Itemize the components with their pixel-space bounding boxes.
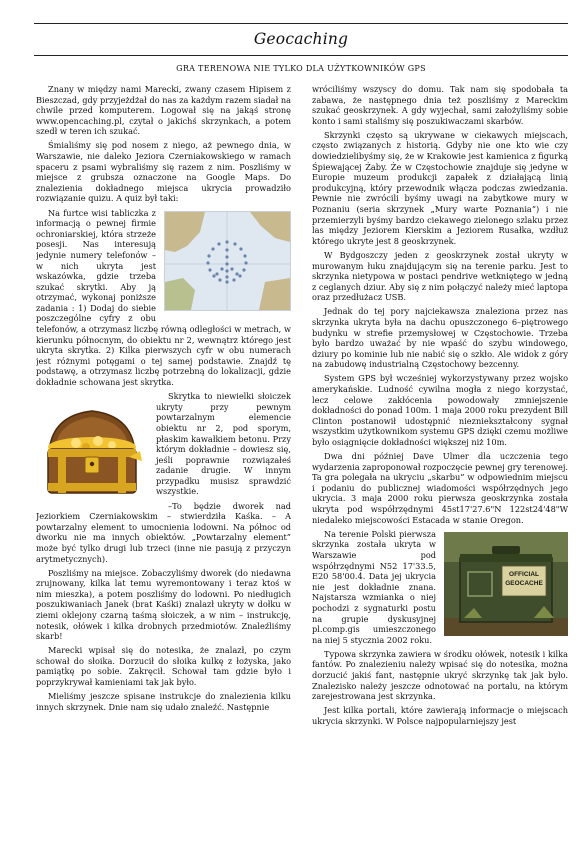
ammo-box-icon <box>444 532 568 636</box>
title-rule <box>34 55 568 56</box>
paragraph: Jest kilka portali, które zawierają informacje o miejscach ukrycia skrzynki. W Polsce najpopularniejszy jest <box>312 705 568 726</box>
paragraph: Śmialiśmy się pod nosem z niego, aż pewnego dnia, w Warszawie, nie daleko Jeziora Czerniakowskiego w ramach spaceru z psami wybraliśmy się razem z nim. Poszliśmy w miejsce z grubsza oznaczone na Google Maps. Do znalezienia dokładnego miejsca ukrycia prowadziło rozwiązanie quizu. A quiz był taki: <box>36 140 291 204</box>
left-column <box>36 84 291 836</box>
paragraph: Jednak do tej pory najciekawsza znaleziona przez nas skrzynka ukryta była na dachu opuszczonego 6–piętrowego budynku w strefie przemysłowej w Częstochowie. Trzeba było bardzo uważać by nie wpaść do szybu windowego, dziury po kominie lub nie nabić się o szkło. Ale widok z góry na zabudowę industrialną Częstochowy bezcenny. <box>312 306 568 370</box>
paragraph: Znany w między nami Marecki, zwany czasem Hipisem z Bieszczad, gdy przyjeżdżał do nas za każdym razem siadał na chwile przed komputerem. Logował się na jakąś stronę www.opencaching.pl, czytał o jakichś skrzynkach, a potem szedł w teren ich szukać. <box>36 84 291 137</box>
article-subtitle: GRA TERENOWA NIE TYLKO DLA UŻYTKOWNIKÓW GPS <box>176 64 426 73</box>
map-peace-sign-icon <box>164 211 291 311</box>
ammo-label-line2: GEOCACHE <box>505 579 543 587</box>
paragraph: Na terenie Polski pierwsza skrzynka została ukryta w Warszawie pod współrzędnymi N52 17'33.5, E20 58'00.4. Data jej ukrycia nie jest dokładnie znana. Najstarsza wzmianka o niej pochodzi z sygnaturki postu na grupie dyskusyjnej pl.comp.gis umieszczonego na niej 5 stycznia 2002 roku. <box>312 528 436 645</box>
paragraph: Typowa skrzynka zawiera w środku ołówek, notesik i kilka fantów. Po znalezieniu należy wpisać się do notesika, można dorzucić jakiś fant, następnie ukryć skrzynkę tak jak było. Znalezisko należy jeszcze odnotować na portalu, na którym zarejestrowana jest skrzynka. <box>312 648 568 702</box>
paragraph: Skrytka to niewielki słoiczek ukryty przy pewnym powtarzalnym elemencie obiektu nr 2, pod sporym, płaskim kawałkiem betonu. Przy którym dokładnie – dowiesz się, jeśli poprawnie rozwiązałeś zadanie drugie. W innym przypadku musisz sprawdzić wszystkie. <box>156 391 291 497</box>
chest-figure <box>36 397 148 504</box>
paragraph: wróciliśmy wszyscy do domu. Tak nam się spodobała ta zabawa, że następnego dnia też poszliśmy z Mareckim szukać geoskrzynek. A gdy wyjechał, sami założyliśmy sobie konto i sami staliśmy się poszukiwaczami skarbów. <box>312 84 568 126</box>
paragraph: Dwa dni później Dave Ulmer dla uczczenia tego wydarzenia zaproponował rozpoczęcie pewnej gry terenowej. Ta gra polegała na ukryciu „skarbu” w odpowiednim miejscu i podaniu do publicznej wiadomości współrzędnych jego ukrycia. 3 maja 2000 roku pierwsza geoskrzynka została ukryta pod współrzędnymi 45st17'27.6"N 122st24'48"W niedaleko miejscowości Estacada w stanie Oregon. <box>312 451 568 525</box>
paragraph: Marecki wpisał się do notesika, że znalazł, po czym schował do słoika. Dorzucił do słoika kulkę z łożyska, jako pamiątkę po sobie. Zakręcił. Schował tam gdzie było i poprzykrywał kamieniami tak jak było. <box>36 645 291 688</box>
ammo-label-line1: OFFICIAL <box>509 570 539 578</box>
article-title: Geocaching <box>253 30 349 48</box>
map-figure <box>164 211 291 314</box>
paragraph: Skrzynki często są ukrywane w ciekawych miejscach, często związanych z historią. Gdyby nie one kto wie czy dowiedzielibyśmy się, że w Krakowie jest kamienica z figurką Śpiewającej Żaby. Że w Częstochowie znajduje się jedyne w Europie muzeum produkcji zapałek z działającą linią produkcyjną, który przewodnik włącza podczas zwiedzania. Pewnie nie zwrócili byśmy uwagi na zabytkowe mury w Poznaniu (seria skrzynek „Mury warte Poznania”) i nie przemierzyli byśmy bardzo ciekawego zielonego szlaku przez las między Jeziorem Kierskim a Jeziorem Rusałka, wzdłuż którego ukryte jest 8 geoskrzynek. <box>312 129 568 246</box>
paragraph: W Bydgoszczy jeden z geoskrzynek został ukryty w murowanym łuku znajdującym się na terenie parku. Jest to skrzynka nietypowa w postaci pendrive wetkniętego w jedną z ceglanych dziur. Aby się z nim połączyć należy mieć laptopa oraz przedłużacz USB. <box>312 249 568 303</box>
paragraph: –To będzie dworek nad Jeziorkiem Czerniakowskim – stwierdziła Kaśka. – A powtarzalny element to umocnienia lodowni. Na północ od dworku nie ma innych obiektów. „Powtarzalny element” może być tylko drugi lub trzeci (inne nie pasują z przyczyn arytmetycznych). <box>36 500 291 564</box>
treasure-chest-icon <box>36 397 148 501</box>
paragraph: Mieliśmy jeszcze spisane instrukcje do znalezienia kilku innych skrzynek. Dnie nam się udało znaleźć. Następnie <box>36 691 291 712</box>
paragraph: Na furtce wisi tabliczka z informacją o pewnej firmie ochroniarskiej, która strzeże posesji. Nas interesują jedynie numery telefonów – w nich ukryta jest wskazówka, gdzie trzeba szukać skrytki. Aby ją otrzymać, wykonaj poniższe zadania : 1) Dodaj do siebie poszczególne cyfry z obu telefonów, a otrzymasz liczbę równą odległości w metrach, w kierunku północnym, do obiektu nr 2, wewnątrz którego jest ukryta skrytka. 2) Kilka pierwszych cyfr w obu numerach jest różnymi potęgami o tej samej podstawie. Znajdź tę podstawę, a otrzymasz liczbę potrzebną do lokalizacji, gdzie dokładnie schowana jest skrytka. <box>36 207 291 388</box>
right-column <box>312 84 568 836</box>
top-rule <box>34 23 568 24</box>
paragraph: System GPS był wcześniej wykorzystywany przez wojsko amerykańskie. Ludność cywilna mogła z niego korzystać, lecz celowe zakłócenia powodowały zmniejszenie dokładności do ponad 100m. 1 maja 2000 roku prezydent Bill Clinton postanowił udostępnić niezniekształcony sygnał wszystkim użytkownikom systemu GPS dzięki czemu możliwe było osiągnięcie dokładności większej niż 10m. <box>312 373 568 447</box>
paragraph: Poszliśmy na miejsce. Zobaczyliśmy dworek (do niedawna zrujnowany, kilka lat temu wyremontowany i teraz ktoś w nim mieszka), a potem poszliśmy do lodowni. Po niedługich poszukiwaniach Janek (brat Kaśki) znalazł ukryty w dołku w ziemi oklejony czarną taśmą słoiczek, a w nim – instrukcję, notesik, ołówek i kilka drobnych przedmiotów. Znaleźliśmy skarb! <box>36 567 291 642</box>
ammo-box-figure <box>444 532 568 639</box>
